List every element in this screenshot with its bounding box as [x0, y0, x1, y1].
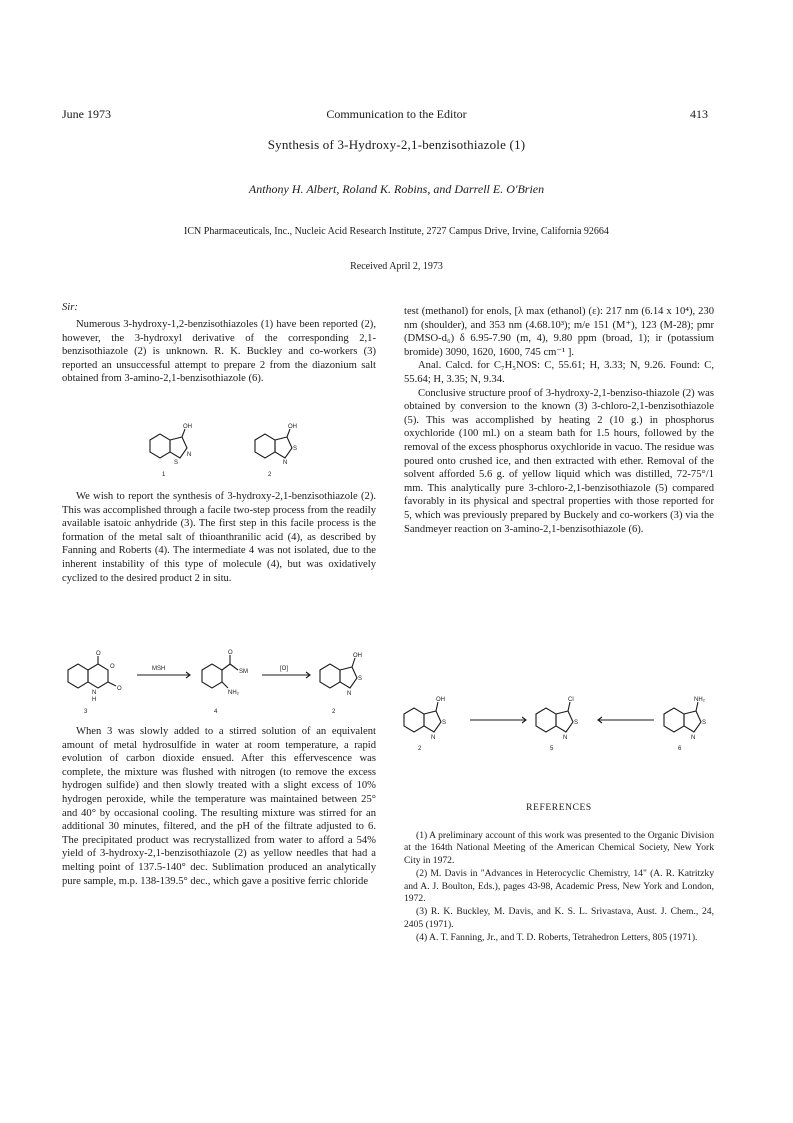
oh-label: OH: [436, 697, 445, 703]
compound-label-1: 1: [162, 472, 166, 478]
references-heading: REFERENCES: [526, 803, 592, 813]
header-date: June 1973: [62, 107, 111, 121]
s-label: S: [574, 720, 579, 726]
reference-item: (2) M. Davis in "Advances in Heterocyclic Chemistry, 14" (A. R. Katritzky and A. J. Boulton, Eds.), pages 43-98, Academic Press, New York and London, 1972.: [404, 868, 714, 905]
structure-5: [536, 697, 578, 752]
compound-label-6: 6: [678, 746, 682, 752]
paragraph-text: Numerous 3-hydroxy-1,2-benzisothiazoles (1) have been reported (2), however, the 3-hydroxyl derivative of the corresponding 2,1-benzisothiazole (2) is unknown. R. K. Buckley and co-workers (3) reported an unsuccessful attempt to prepare 2 from the diazonium salt obtained from 3-amino-2,1-benzisothiazole (6).: [62, 319, 376, 385]
scheme-synthesis-route: [62, 648, 376, 718]
structure-2: [404, 697, 446, 752]
left-paragraph-1: [62, 318, 376, 386]
s-label: S: [174, 460, 179, 466]
sm-label: SM: [239, 669, 248, 675]
s-label: S: [702, 720, 707, 726]
oh-label: OH: [353, 653, 362, 659]
compound-label-4: 4: [214, 709, 218, 715]
o-label: O: [228, 650, 233, 656]
salutation: Sir:: [62, 302, 78, 313]
nh2-label: NH₂: [228, 690, 239, 696]
structure-4: [202, 650, 248, 715]
paragraph-text: test (methanol) for enols, [λ max (ethanol) (ε): 217 nm (6.14 x 10⁴), 230 nm (shoulder), and 353 nm (4.68.10³); m/e 151 (M⁺), 123 (M-28); pmr (DMSO-d₆) δ 6.95-7.90 (m, 4), 9.80 ppm (broad, 1); ir (potassium bromide) 3090, 1620, 1600, 745 cm⁻¹ ].: [404, 306, 714, 358]
n-label: N: [431, 735, 436, 741]
oh-label: OH: [183, 424, 192, 430]
structure-2: [255, 424, 297, 478]
oh-label: OH: [288, 424, 297, 430]
structure-2: [320, 653, 362, 715]
affiliation: ICN Pharmaceuticals, Inc., Nucleic Acid Research Institute, 2727 Campus Drive, Irvine, California 92664: [184, 226, 609, 237]
compound-label-2: 2: [332, 709, 336, 715]
reagent-label: MSH: [152, 666, 166, 672]
o-label: O: [96, 651, 101, 657]
s-label: S: [442, 720, 447, 726]
n-label: N: [347, 691, 352, 697]
reference-item: (4) A. T. Fanning, Jr., and T. D. Roberts, Tetrahedron Letters, 805 (1971).: [416, 932, 698, 944]
nh2-label: NH₂: [694, 697, 705, 703]
page-number: 413: [690, 107, 708, 121]
paragraph-text: Conclusive structure proof of 3-hydroxy-2,1-benziso-thiazole (2) was obtained by conversion to the known (3) 3-chloro-2,1-benzisothiazole (5). This was accomplished by heating 2 (10 g.) in phosphorus oxychloride (100 ml.) on a steam bath for 1.5 hours, followed by the removal of the excess phosphorus oxychloride in vacuo. The residue was poured onto crushed ice, and then extracted with ether. Removal of the solvent afforded 5.6 g. of yellow liquid which was distilled, 72-75°/1 mm. This analytically pure 3-chloro-2,1-benzisothiazole (5) compared favorably in its physical and spectral properties with those reported for 5, which was previously prepared by Buckely and co-workers (3) via the Sandmeyer reaction on 3-amino-2,1-benzisothiazole (6).: [404, 387, 714, 535]
reference-item: (1) A preliminary account of this work was presented to the Organic Division at the 164th National Meeting of the American Chemical Society, New York City in 1972.: [404, 830, 714, 866]
scheme-conversion: [398, 692, 718, 754]
structure-1: [150, 424, 192, 478]
paragraph-text: We wish to report the synthesis of 3-hydroxy-2,1-benzisothiazole (2). This was accomplished through a facile two-step process from the readily available isatoic anhydride (3). The first step in this facile process is the formation of the metal salt of thioanthranilic acid (4), as described by Fanning and Roberts (4). The intermediate 4 was not isolated, due to the inherent instability of this type of molecule (4), but was oxidatively cyclized to the desired product 2 in situ.: [62, 491, 376, 584]
o-label: O: [110, 664, 115, 670]
left-paragraph-3: [62, 725, 376, 888]
compound-label-2: 2: [418, 746, 422, 752]
authors: Anthony H. Albert, Roland K. Robins, and Darrell E. O'Brien: [248, 182, 545, 196]
h-label: H: [92, 697, 97, 703]
elemental-analysis: Anal. Calcd. for C₇H₅NOS: C, 55.61; H, 3.33; N, 9.26. Found: C, 55.64; H, 3.35; N, 9.34.: [404, 360, 714, 385]
n-label: N: [187, 452, 192, 458]
scheme-structures-1-2: [140, 420, 320, 482]
left-paragraph-2: [62, 490, 376, 585]
compound-label-5: 5: [550, 746, 554, 752]
references-list: [404, 830, 714, 946]
paragraph-text: When 3 was slowly added to a stirred solution of an equivalent amount of metal hydrosulfide in water at room temperature, a rapid evolution of carbon dioxide ensued. After this effervescence was complete, the mixture was flushed with nitrogen (to remove the excess hydrogen sulfide) and then slowly treated with a slight excess of 10% hydrogen peroxide, while the temperature was maintained between 25° and 40° by occasional cooling. The resulting mixture was stirred for an additional 30 minutes, filtered, and the pH of the filtrate adjusted to 6. The precipitated product was recrystallized from water to afford a 54% yield of 3-hydroxy-2,1-benzisothiazole (2) as yellow needles that had a melting point of 137.5-140° dec. Sublimation produced an analytically pure sample, m.p. 138-139.5° dec., which gave a positive ferric chloride: [62, 726, 376, 887]
received-date: Received April 2, 1973: [350, 261, 443, 272]
reagent-label: [O]: [280, 666, 289, 672]
s-label: S: [293, 446, 298, 452]
structure-3: [68, 651, 122, 715]
s-label: S: [358, 676, 363, 682]
structure-6: [664, 697, 706, 752]
article-title: Synthesis of 3-Hydroxy-2,1-benzisothiazole (1): [267, 137, 526, 152]
compound-label-2: 2: [268, 472, 272, 478]
n-label: N: [283, 460, 288, 466]
n-label: N: [691, 735, 696, 741]
compound-label-3: 3: [84, 709, 88, 715]
cl-label: Cl: [568, 697, 574, 703]
reference-item: (3) R. K. Buckley, M. Davis, and K. S. L. Srivastava, Aust. J. Chem., 24, 2405 (1971).: [404, 906, 714, 930]
n-label: N: [563, 735, 568, 741]
header-section: Communication to the Editor: [326, 107, 467, 121]
right-paragraph-1: [404, 305, 714, 536]
o-label: O: [117, 686, 122, 692]
n-label: N: [92, 690, 97, 696]
